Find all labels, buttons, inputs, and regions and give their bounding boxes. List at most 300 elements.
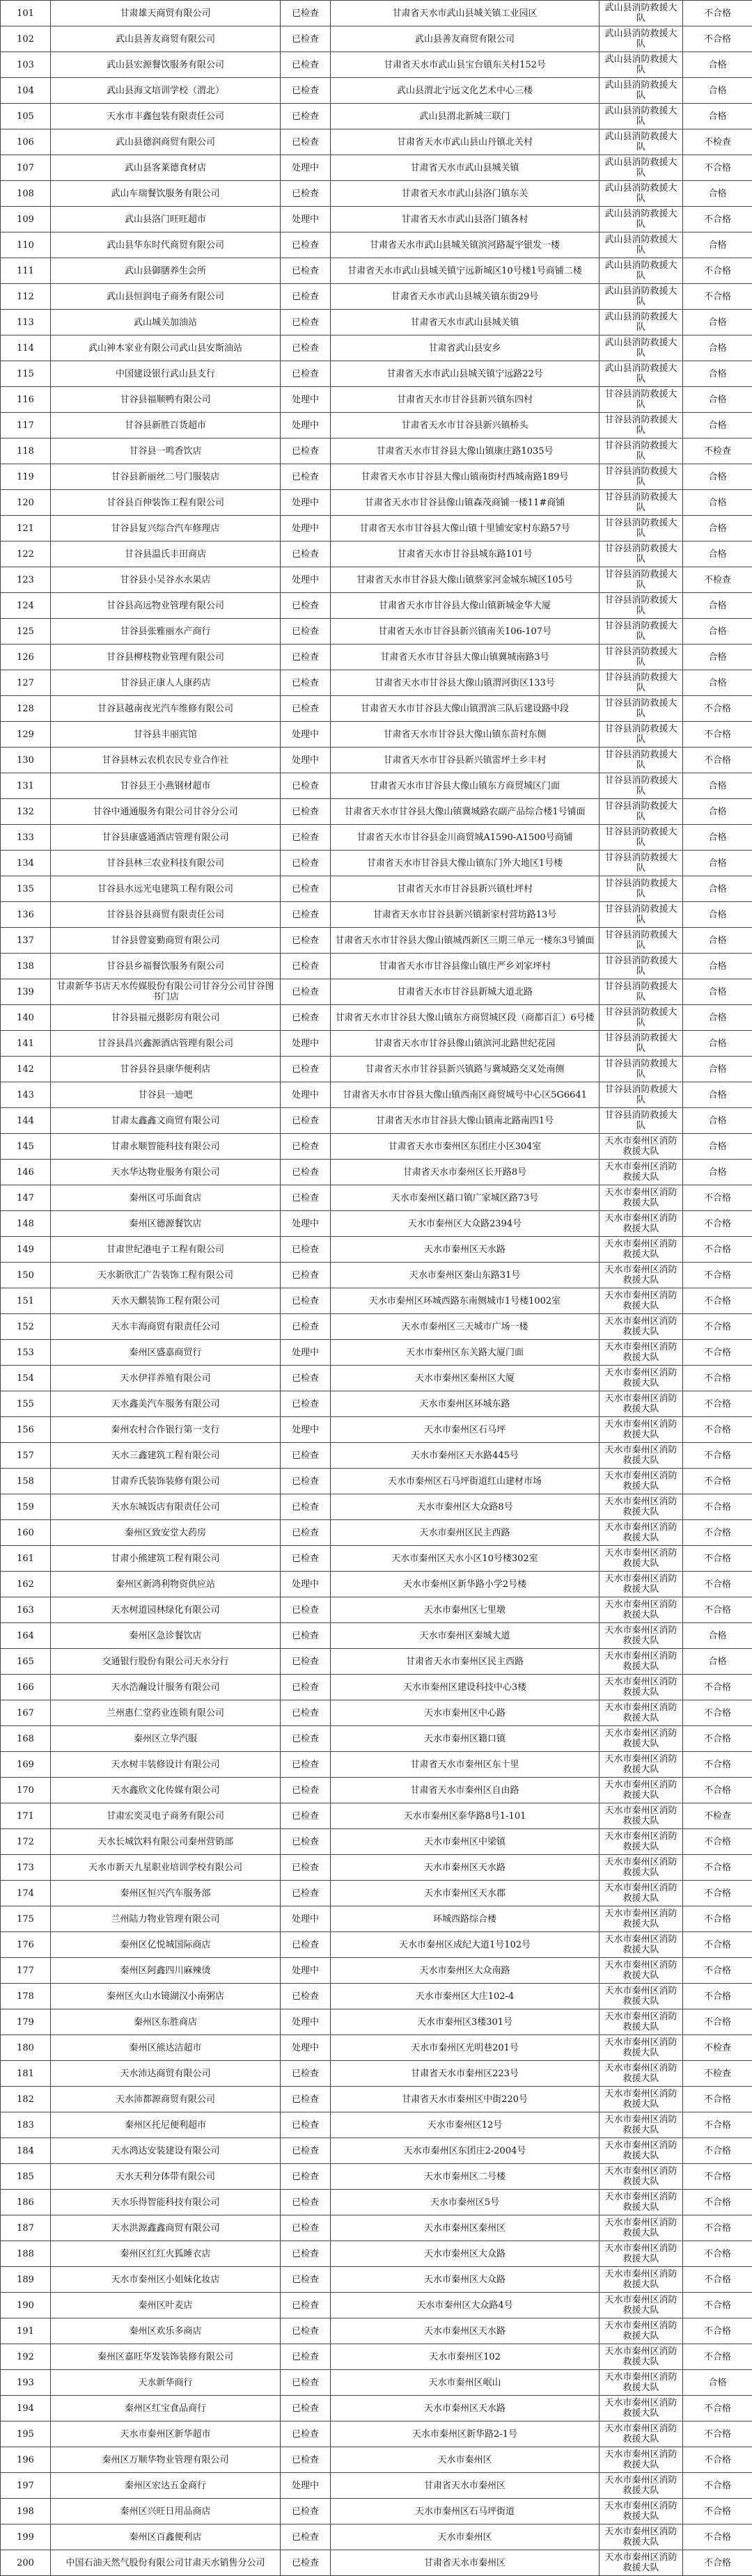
fire-brigade: 甘谷县消防救援大队 (600, 748, 683, 773)
fire-brigade: 天水市秦州区消防救援大队 (600, 1752, 683, 1778)
row-number: 114 (1, 335, 51, 361)
address: 甘肃省天水市甘谷县新兴镇桥头 (331, 413, 600, 438)
table-row (1, 696, 752, 722)
row-number: 107 (1, 155, 51, 181)
address: 天水市秦州区民主西路 (331, 1520, 600, 1546)
address: 天水市秦州区秦州区 (331, 2215, 600, 2241)
row-number: 133 (1, 825, 51, 851)
address: 甘肃省天水市武山县城关镇 (331, 310, 600, 335)
address: 天水市秦州区秦州区大厦 (331, 1366, 600, 1391)
fire-brigade: 武山县消防救援大队 (600, 1, 683, 26)
result: 不检查 (683, 438, 752, 464)
company-name: 天水天利分体带有限公司 (51, 2164, 281, 2190)
row-number: 142 (1, 1057, 51, 1082)
company-name: 天水东城饭店有限责任公司 (51, 1494, 281, 1520)
inspection-status: 已检查 (281, 1829, 331, 1855)
address: 天水市秦州区环城东路 (331, 1391, 600, 1417)
company-name: 天水华达物业服务有限公司 (51, 1160, 281, 1185)
row-number: 108 (1, 181, 51, 207)
company-name: 秦州区红宝食品商行 (51, 2396, 281, 2421)
table-row (1, 1057, 752, 1082)
address: 甘肃省天水市武山县洛门镇东关 (331, 181, 600, 207)
fire-brigade: 天水市秦州区消防救援大队 (600, 1391, 683, 1417)
result: 不合格 (683, 1932, 752, 1958)
company-name: 甘谷县正康人人康药店 (51, 670, 281, 696)
inspection-status: 处理中 (281, 2035, 331, 2061)
row-number: 132 (1, 799, 51, 825)
table-row (1, 52, 752, 78)
result: 合格 (683, 799, 752, 825)
fire-brigade: 天水市秦州区消防救援大队 (600, 1469, 683, 1494)
result: 不合格 (683, 1881, 752, 1906)
fire-brigade: 天水市秦州区消防救援大队 (600, 2370, 683, 2396)
inspection-status: 处理中 (281, 387, 331, 413)
result: 不合格 (683, 207, 752, 232)
address: 天水市秦州区天水路 (331, 2318, 600, 2344)
table-row (1, 773, 752, 799)
company-name: 天水市新天九星职业培训学校有限公司 (51, 1855, 281, 1881)
company-name: 甘谷中通通服务有限公司甘谷分公司 (51, 799, 281, 825)
result: 不合格 (683, 2499, 752, 2524)
company-name: 秦州区盛嘉商贸行 (51, 1340, 281, 1366)
address: 天水市秦州区天水路 (331, 2396, 600, 2421)
fire-brigade: 天水市秦州区消防救援大队 (600, 2215, 683, 2241)
fire-brigade: 天水市秦州区消防救援大队 (600, 2396, 683, 2421)
address: 甘肃省天水市秦州区 (331, 2550, 600, 2576)
table-row (1, 954, 752, 979)
table-row (1, 2344, 752, 2370)
row-number: 157 (1, 1443, 51, 1469)
result: 不合格 (683, 2396, 752, 2421)
inspection-status: 已检查 (281, 979, 331, 1005)
table-row (1, 78, 752, 104)
fire-brigade: 天水市秦州区消防救援大队 (600, 2550, 683, 2576)
row-number: 172 (1, 1829, 51, 1855)
result: 不合格 (683, 284, 752, 310)
inspection-status: 已检查 (281, 1597, 331, 1623)
row-number: 116 (1, 387, 51, 413)
address: 甘肃省天水市武山县城关镇工业园区 (331, 1, 600, 26)
company-name: 甘谷县福顺鸭有限公司 (51, 387, 281, 413)
result: 合格 (683, 413, 752, 438)
result: 合格 (683, 1134, 752, 1160)
address: 天水市秦州区石马坪街道 (331, 2499, 600, 2524)
company-name: 甘肃雄天商贸有限公司 (51, 1, 281, 26)
address: 天水市秦州区102 (331, 2344, 600, 2370)
table-row (1, 2112, 752, 2138)
inspection-status: 已检查 (281, 464, 331, 490)
table-row (1, 438, 752, 464)
address: 天水市秦州区大众路 (331, 2267, 600, 2293)
result: 不检查 (683, 567, 752, 593)
address: 天水市秦州区大众路8号 (331, 1494, 600, 1520)
address: 天水市秦州区七里墩 (331, 1597, 600, 1623)
inspection-status: 已检查 (281, 1623, 331, 1649)
company-name: 甘谷县康盛通酒店管理有限公司 (51, 825, 281, 851)
table-row (1, 1494, 752, 1520)
inspection-status: 已检查 (281, 2215, 331, 2241)
inspection-status: 处理中 (281, 207, 331, 232)
result: 不合格 (683, 2524, 752, 2550)
company-name: 中国石油天然气股份有限公司甘肃天水销售分公司 (51, 2550, 281, 2576)
fire-brigade: 天水市秦州区消防救援大队 (600, 1778, 683, 1803)
result: 合格 (683, 78, 752, 104)
result: 合格 (683, 104, 752, 129)
result: 不合格 (683, 155, 752, 181)
table-row (1, 284, 752, 310)
fire-brigade: 武山县消防救援大队 (600, 335, 683, 361)
fire-brigade: 天水市秦州区消防救援大队 (600, 2524, 683, 2550)
result: 合格 (683, 1005, 752, 1031)
company-name: 甘肃永顺智能科技有限公司 (51, 1134, 281, 1160)
inspection-status: 已检查 (281, 1649, 331, 1675)
inspection-status: 已检查 (281, 876, 331, 902)
result: 不合格 (683, 1700, 752, 1726)
company-name: 秦州农村合作银行第一支行 (51, 1417, 281, 1443)
table-row (1, 1649, 752, 1675)
result: 合格 (683, 1082, 752, 1108)
inspection-status: 已检查 (281, 2499, 331, 2524)
address: 甘肃省天水市甘谷县像山镇庄严乡刘家坪村 (331, 954, 600, 979)
table-row (1, 825, 752, 851)
inspection-status: 已检查 (281, 1005, 331, 1031)
table-row (1, 104, 752, 129)
table-row (1, 2370, 752, 2396)
fire-brigade: 天水市秦州区消防救援大队 (600, 1211, 683, 1237)
table-row (1, 2164, 752, 2190)
row-number: 192 (1, 2344, 51, 2370)
table-row (1, 2267, 752, 2293)
table-row (1, 1752, 752, 1778)
table-row (1, 619, 752, 645)
fire-brigade: 天水市秦州区消防救援大队 (600, 1417, 683, 1443)
row-number: 160 (1, 1520, 51, 1546)
inspection-status: 处理中 (281, 1417, 331, 1443)
result: 不合格 (683, 2318, 752, 2344)
fire-brigade: 天水市秦州区消防救援大队 (600, 2447, 683, 2473)
row-number: 123 (1, 567, 51, 593)
company-name: 天水树丰装修设计有限公司 (51, 1752, 281, 1778)
company-name: 秦州区嘉旺华发装饰装修有限公司 (51, 2344, 281, 2370)
company-name: 天水市丰鑫包装有限责任公司 (51, 104, 281, 129)
inspection-status: 已检查 (281, 2190, 331, 2215)
fire-brigade: 天水市秦州区消防救援大队 (600, 1134, 683, 1160)
address: 天水市秦州区3楼301号 (331, 2009, 600, 2035)
table-row (1, 1211, 752, 1237)
company-name: 秦州区万顺华物业管理有限公司 (51, 2447, 281, 2473)
inspection-status: 已检查 (281, 902, 331, 928)
result: 不合格 (683, 1855, 752, 1881)
result: 合格 (683, 670, 752, 696)
result: 不合格 (683, 2112, 752, 2138)
inspection-status: 处理中 (281, 2473, 331, 2499)
fire-brigade: 天水市秦州区消防救援大队 (600, 1340, 683, 1366)
address: 甘肃省天水市武山县洛门镇各村 (331, 207, 600, 232)
table-row (1, 2190, 752, 2215)
inspection-status: 处理中 (281, 516, 331, 542)
table-row (1, 1237, 752, 1263)
address: 甘肃省天水市秦州区223号 (331, 2061, 600, 2087)
inspection-status: 已检查 (281, 1675, 331, 1700)
table-row (1, 979, 752, 1005)
row-number: 149 (1, 1237, 51, 1263)
result: 不检查 (683, 129, 752, 155)
company-name: 甘肃宏奕灵电子商务有限公司 (51, 1803, 281, 1829)
inspection-status: 处理中 (281, 1906, 331, 1932)
inspection-status: 处理中 (281, 1211, 331, 1237)
company-name: 秦州区致安堂大药房 (51, 1520, 281, 1546)
fire-brigade: 天水市秦州区消防救援大队 (600, 1932, 683, 1958)
fire-brigade: 甘谷县消防救援大队 (600, 696, 683, 722)
address: 天水市秦州区建设科技中心3楼 (331, 1675, 600, 1700)
fire-brigade: 武山县消防救援大队 (600, 52, 683, 78)
address: 甘肃省天水市甘谷县新兴镇路与冀城路交叉处南侧 (331, 1057, 600, 1082)
address: 甘肃省天水市甘谷县大像山镇南北路南四1号 (331, 1108, 600, 1134)
company-name: 甘谷县丰丽宾馆 (51, 722, 281, 748)
fire-brigade: 天水市秦州区消防救援大队 (600, 2112, 683, 2138)
table-row (1, 232, 752, 258)
inspection-status: 处理中 (281, 2009, 331, 2035)
inspection-status: 已检查 (281, 954, 331, 979)
inspection-status: 已检查 (281, 1288, 331, 1314)
row-number: 121 (1, 516, 51, 542)
table-row (1, 1726, 752, 1752)
result: 不合格 (683, 26, 752, 52)
inspection-status: 已检查 (281, 2550, 331, 2576)
company-name: 秦州区兴旺日用品商店 (51, 2499, 281, 2524)
fire-brigade: 甘谷县消防救援大队 (600, 516, 683, 542)
table-row (1, 2396, 752, 2421)
inspection-status: 已检查 (281, 1803, 331, 1829)
row-number: 154 (1, 1366, 51, 1391)
row-number: 194 (1, 2396, 51, 2421)
row-number: 105 (1, 104, 51, 129)
address: 天水市秦州区12号 (331, 2112, 600, 2138)
address: 甘肃省天水市秦州区自由路 (331, 1778, 600, 1803)
table-row (1, 2421, 752, 2447)
address: 环城西路综合楼 (331, 1906, 600, 1932)
company-name: 武山神木家业有限公司武山县安斯油站 (51, 335, 281, 361)
row-number: 119 (1, 464, 51, 490)
company-name: 甘谷县新胜百货超市 (51, 413, 281, 438)
company-name: 甘谷县昌兴鑫源酒店管理有限公司 (51, 1031, 281, 1057)
row-number: 198 (1, 2499, 51, 2524)
address: 甘肃省天水市甘谷县大像山镇渭滨三队后建设路中段 (331, 696, 600, 722)
company-name: 甘谷县乡福餐饮服务有限公司 (51, 954, 281, 979)
inspection-status: 已检查 (281, 52, 331, 78)
result: 不合格 (683, 748, 752, 773)
fire-brigade: 天水市秦州区消防救援大队 (600, 2035, 683, 2061)
company-name: 甘谷县张雅丽水产商行 (51, 619, 281, 645)
company-name: 秦州区阿鑫四川麻辣烫 (51, 1958, 281, 1984)
address: 甘肃省天水市甘谷县大像山镇渭河街区133号 (331, 670, 600, 696)
fire-brigade: 甘谷县消防救援大队 (600, 645, 683, 670)
table-row (1, 129, 752, 155)
fire-brigade: 武山县消防救援大队 (600, 155, 683, 181)
inspection-status: 已检查 (281, 1057, 331, 1082)
result: 不合格 (683, 2241, 752, 2267)
table-row (1, 1958, 752, 1984)
row-number: 195 (1, 2421, 51, 2447)
company-name: 武山县洛门旺旺超市 (51, 207, 281, 232)
inspection-status: 已检查 (281, 1546, 331, 1572)
address: 天水市秦州区天水郡 (331, 1881, 600, 1906)
inspection-status: 已检查 (281, 1752, 331, 1778)
address: 武山县渭北宁远文化艺术中心三楼 (331, 78, 600, 104)
company-name: 天水新华商行 (51, 2370, 281, 2396)
row-number: 122 (1, 542, 51, 567)
table-row (1, 593, 752, 619)
table-row (1, 1391, 752, 1417)
inspection-status: 已检查 (281, 851, 331, 876)
company-name: 天水鸿达安装建设有限公司 (51, 2138, 281, 2164)
address: 天水市秦州区新华路2-1号 (331, 2421, 600, 2447)
address: 甘肃省天水市甘谷县大像山镇新城金华大厦 (331, 593, 600, 619)
result: 不合格 (683, 1984, 752, 2009)
result: 不合格 (683, 1675, 752, 1700)
company-name: 甘谷县越南夜光汽车维修有限公司 (51, 696, 281, 722)
company-name: 武山县海文培训学校（渭北） (51, 78, 281, 104)
inspection-status: 已检查 (281, 1443, 331, 1469)
result: 不合格 (683, 1752, 752, 1778)
company-name: 天水乐得智能科技有限公司 (51, 2190, 281, 2215)
result: 不合格 (683, 1597, 752, 1623)
result: 合格 (683, 181, 752, 207)
inspection-status: 已检查 (281, 645, 331, 670)
address: 武山县渭北新城三联门 (331, 104, 600, 129)
table-row (1, 902, 752, 928)
row-number: 148 (1, 1211, 51, 1237)
result: 不合格 (683, 1520, 752, 1546)
table-row (1, 2293, 752, 2318)
company-name: 甘谷县林三农业科技有限公司 (51, 851, 281, 876)
company-name: 秦州区叶麦店 (51, 2293, 281, 2318)
table-row (1, 1288, 752, 1314)
table-row (1, 2215, 752, 2241)
row-number: 143 (1, 1082, 51, 1108)
fire-brigade: 天水市秦州区消防救援大队 (600, 1984, 683, 2009)
address: 天水市秦州区秦山东路31号 (331, 1263, 600, 1288)
row-number: 147 (1, 1185, 51, 1211)
inspection-status: 处理中 (281, 1031, 331, 1057)
table-row (1, 1005, 752, 1031)
fire-brigade: 甘谷县消防救援大队 (600, 954, 683, 979)
table-row (1, 1829, 752, 1855)
table-row (1, 387, 752, 413)
inspection-status: 已检查 (281, 335, 331, 361)
company-name: 甘肃乔氏装饰装修有限公司 (51, 1469, 281, 1494)
company-name: 甘肃太鑫鑫文商贸有限公司 (51, 1108, 281, 1134)
row-number: 158 (1, 1469, 51, 1494)
table-row (1, 1314, 752, 1340)
company-name: 甘谷县百伸装饰工程有限公司 (51, 490, 281, 516)
company-name: 武山城关加油站 (51, 310, 281, 335)
address: 天水市秦州区东关路大厦门面 (331, 1340, 600, 1366)
inspection-status: 处理中 (281, 413, 331, 438)
address: 天水市秦州区大众南路 (331, 1958, 600, 1984)
row-number: 178 (1, 1984, 51, 2009)
result: 不合格 (683, 2447, 752, 2473)
fire-brigade: 甘谷县消防救援大队 (600, 619, 683, 645)
table-row (1, 155, 752, 181)
company-name: 甘谷县小吴谷水水果店 (51, 567, 281, 593)
inspection-status: 已检查 (281, 2112, 331, 2138)
result: 合格 (683, 851, 752, 876)
table-row (1, 2499, 752, 2524)
fire-brigade: 天水市秦州区消防救援大队 (600, 2499, 683, 2524)
table-row (1, 1778, 752, 1803)
table-row (1, 1108, 752, 1134)
result: 合格 (683, 979, 752, 1005)
address: 甘肃省天水市甘谷县大像山镇东苗村东侧 (331, 722, 600, 748)
fire-brigade: 武山县消防救援大队 (600, 129, 683, 155)
fire-brigade: 武山县消防救援大队 (600, 181, 683, 207)
inspection-status: 已检查 (281, 1700, 331, 1726)
company-name: 甘谷县水远光电建筑工程有限公司 (51, 876, 281, 902)
result: 合格 (683, 310, 752, 335)
table-row (1, 490, 752, 516)
address: 甘肃省天水市甘谷县金川商贸城A1590-A1500号商铺 (331, 825, 600, 851)
company-name: 秦州区亿悦城国际商店 (51, 1932, 281, 1958)
row-number: 137 (1, 928, 51, 954)
inspection-status: 处理中 (281, 1340, 331, 1366)
result: 合格 (683, 645, 752, 670)
company-name: 甘谷县谷县康华便利店 (51, 1057, 281, 1082)
fire-brigade: 甘谷县消防救援大队 (600, 799, 683, 825)
company-name: 秦州区东胜商店 (51, 2009, 281, 2035)
fire-brigade: 武山县消防救援大队 (600, 207, 683, 232)
table-row (1, 567, 752, 593)
inspection-status: 已检查 (281, 1, 331, 26)
inspection-status: 处理中 (281, 1958, 331, 1984)
result: 不合格 (683, 696, 752, 722)
address: 天水市秦州区中梁镇 (331, 1829, 600, 1855)
result: 不合格 (683, 1185, 752, 1211)
row-number: 125 (1, 619, 51, 645)
result: 不合格 (683, 1340, 752, 1366)
result: 合格 (683, 387, 752, 413)
address: 甘肃省天水市甘谷县大像山镇城西新区三期三单元一楼东3号铺面 (331, 928, 600, 954)
fire-brigade: 天水市秦州区消防救援大队 (600, 1263, 683, 1288)
address: 甘肃省天水市秦州区东团庄小区304室 (331, 1134, 600, 1160)
row-number: 155 (1, 1391, 51, 1417)
address: 甘肃省天水市甘谷县大像山镇十里铺安家村东路57号 (331, 516, 600, 542)
inspection-status: 已检查 (281, 1391, 331, 1417)
fire-brigade: 天水市秦州区消防救援大队 (600, 1546, 683, 1572)
address: 甘肃省天水市武山县城关镇 (331, 155, 600, 181)
table-row (1, 2550, 752, 2576)
table-row (1, 2061, 752, 2087)
address: 天水市秦州区二号楼 (331, 2164, 600, 2190)
fire-brigade: 天水市秦州区消防救援大队 (600, 2009, 683, 2035)
fire-brigade: 天水市秦州区消防救援大队 (600, 1803, 683, 1829)
row-number: 110 (1, 232, 51, 258)
address: 甘肃省天水市甘谷县大像山镇冀城南路3号 (331, 645, 600, 670)
row-number: 182 (1, 2087, 51, 2112)
result: 合格 (683, 490, 752, 516)
company-name: 甘谷县新丽丝二号门服装店 (51, 464, 281, 490)
result: 合格 (683, 619, 752, 645)
fire-brigade: 天水市秦州区消防救援大队 (600, 1829, 683, 1855)
row-number: 184 (1, 2138, 51, 2164)
table-row (1, 258, 752, 284)
inspection-status: 已检查 (281, 1108, 331, 1134)
result: 合格 (683, 902, 752, 928)
company-name: 秦州区急诊餐饮店 (51, 1623, 281, 1649)
result: 不合格 (683, 2267, 752, 2293)
inspection-status: 已检查 (281, 258, 331, 284)
company-name: 天水鑫美汽车服务有限公司 (51, 1391, 281, 1417)
